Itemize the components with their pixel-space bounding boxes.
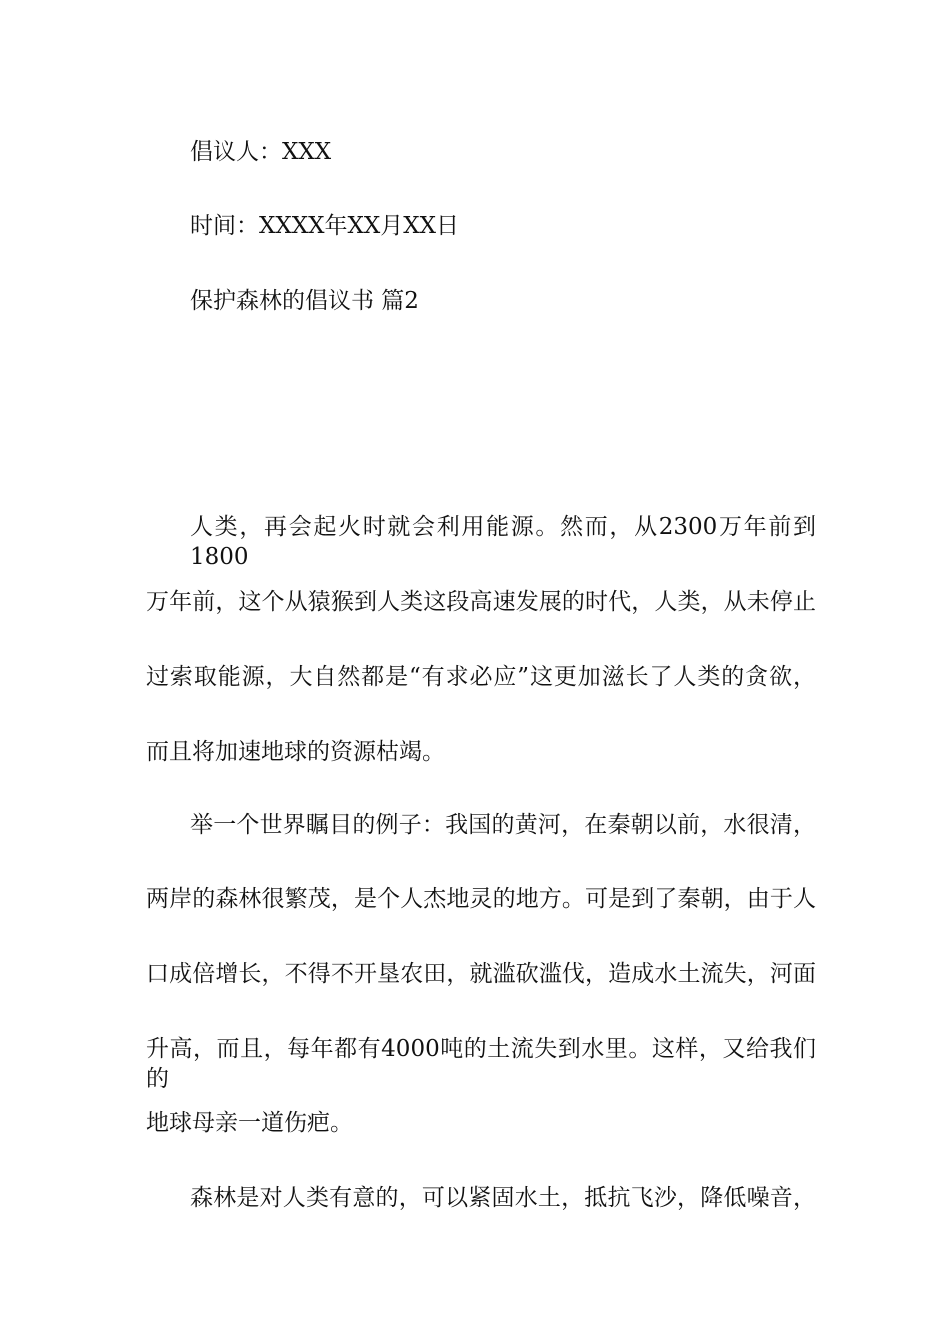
paragraph-2-line-3: 口成倍增长，不得不开垦农田，就滥砍滥伐，造成水土流失，河面	[146, 961, 816, 987]
paragraph-3-line-1: 森林是对人类有意的，可以紧固水土，抵抗飞沙，降低噪音，	[190, 1185, 816, 1211]
paragraph-2-line-4: 升高，而且，每年都有4000吨的土流失到水里。这样，又给我们的	[146, 1036, 816, 1092]
paragraph-1-line-2: 万年前，这个从猿猴到人类这段高速发展的时代，人类，从未停止	[146, 589, 816, 615]
paragraph-1-line-1: 人类，再会起火时就会利用能源。然而，从2300万年前到1800	[190, 514, 816, 570]
date-line: 时间：XXXX年XX月XX日	[190, 213, 459, 239]
paragraph-2-line-1: 举一个世界瞩目的例子：我国的黄河，在秦朝以前，水很清，	[190, 812, 816, 838]
paragraph-2-line-5: 地球母亲一道伤疤。	[146, 1110, 353, 1136]
paragraph-2-line-2: 两岸的森林很繁茂，是个人杰地灵的地方。可是到了秦朝，由于人	[146, 886, 816, 912]
paragraph-1-line-4: 而且将加速地球的资源枯竭。	[146, 739, 445, 765]
section-title: 保护森林的倡议书 篇2	[190, 288, 419, 314]
paragraph-1-line-3: 过索取能源，大自然都是“有求必应”这更加滋长了人类的贪欲，	[146, 664, 816, 690]
proposer-line: 倡议人：XXX	[190, 139, 332, 165]
